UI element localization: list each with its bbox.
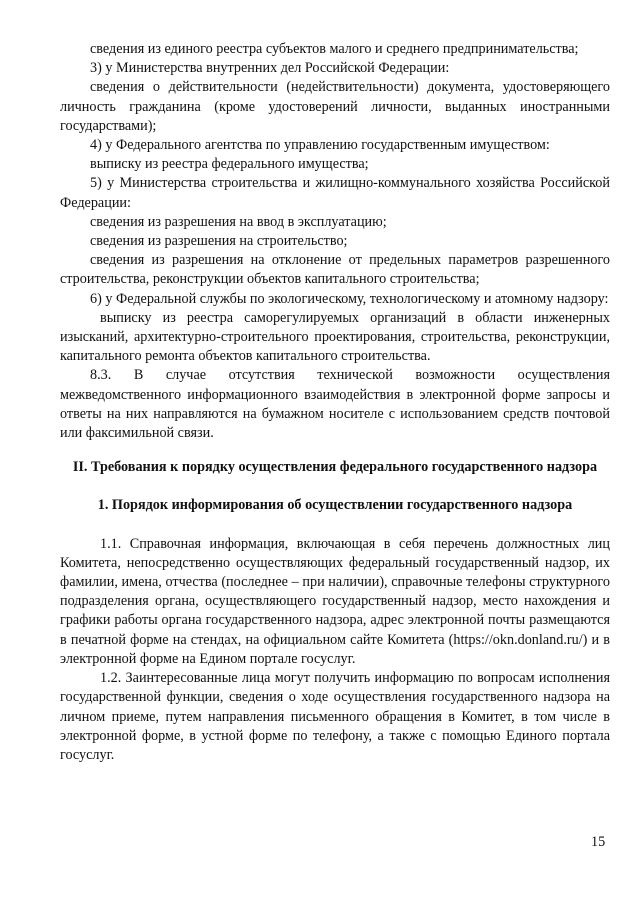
paragraph: сведения из единого реестра субъектов малого и среднего предпринимательства; <box>90 41 579 57</box>
subsection-heading: 1. Порядок информирования об осуществлении государственного надзора <box>97 497 573 514</box>
paragraph: 4) у Федерального агентства по управлению государственным имуществом: <box>90 137 550 154</box>
paragraph: сведения из разрешения на строительство; <box>90 233 348 250</box>
paragraph: 6) у Федеральной службы по экологическому, технологическому и атомному надзору: <box>90 290 609 307</box>
paragraph: выписку из реестра федерального имущества; <box>90 156 369 173</box>
section-heading: II. Требования к порядку осуществления федерального государственного надзора <box>72 459 598 476</box>
paragraph: 1.2. Заинтересованные лица могут получить информацию по вопросам исполнения государственной функции, сведения о ходе осуществления государственного надзора на личном приеме, путем направления письменного обращения в Комитет, в том числе в электронной форме, в устной форме по телефону, а также с помощью Единого портала госуслуг. <box>60 670 610 763</box>
paragraph: 8.3. В случае отсутствия технической возможности осуществления межведомственного информационного взаимодействия в электронной форме запросы и ответы на них направляются на бумажном носителе с использованием средств почтовой или факсимильной связи. <box>60 367 610 442</box>
paragraph: сведения из разрешения на отклонение от предельных параметров разрешенного строительства, реконструкции объектов капитального строительства; <box>60 252 610 288</box>
paragraph: сведения о действительности (недействительности) документа, удостоверяющего личность гражданина (кроме удостоверений личности, выданных иностранными государствами); <box>60 79 610 134</box>
paragraph: 1.1. Справочная информация, включающая в себя перечень должностных лиц Комитета, непосредственно осуществляющих федеральный государственный надзор, их фамилии, имена, отчества (последнее – при наличии), справочные телефоны структурного подразделения органа, осуществляющего государственный надзор, место нахождения и графики работы органа государственного надзора, адрес электронной почты размещаются в печатной форме на стендах, на официальном сайте Комитета (https://okn.donland.ru/) и в электронной форме на Едином портале госуслуг. <box>60 535 610 667</box>
body-text-top <box>60 40 610 443</box>
paragraph: сведения из разрешения на ввод в эксплуатацию; <box>90 213 387 230</box>
paragraph: выписку из реестра саморегулируемых организаций в области инженерных изысканий, архитектурно-строительного проектирования, строительства, реконструкции, капитального ремонта объектов капитального строительства. <box>60 309 610 365</box>
document-body <box>60 40 610 765</box>
body-text-bottom <box>60 535 610 765</box>
page-number: 15 <box>591 834 606 850</box>
paragraph: 5) у Министерства строительства и жилищно-коммунального хозяйства Российской Федерации: <box>60 175 610 211</box>
paragraph: 3) у Министерства внутренних дел Российской Федерации: <box>90 60 450 77</box>
